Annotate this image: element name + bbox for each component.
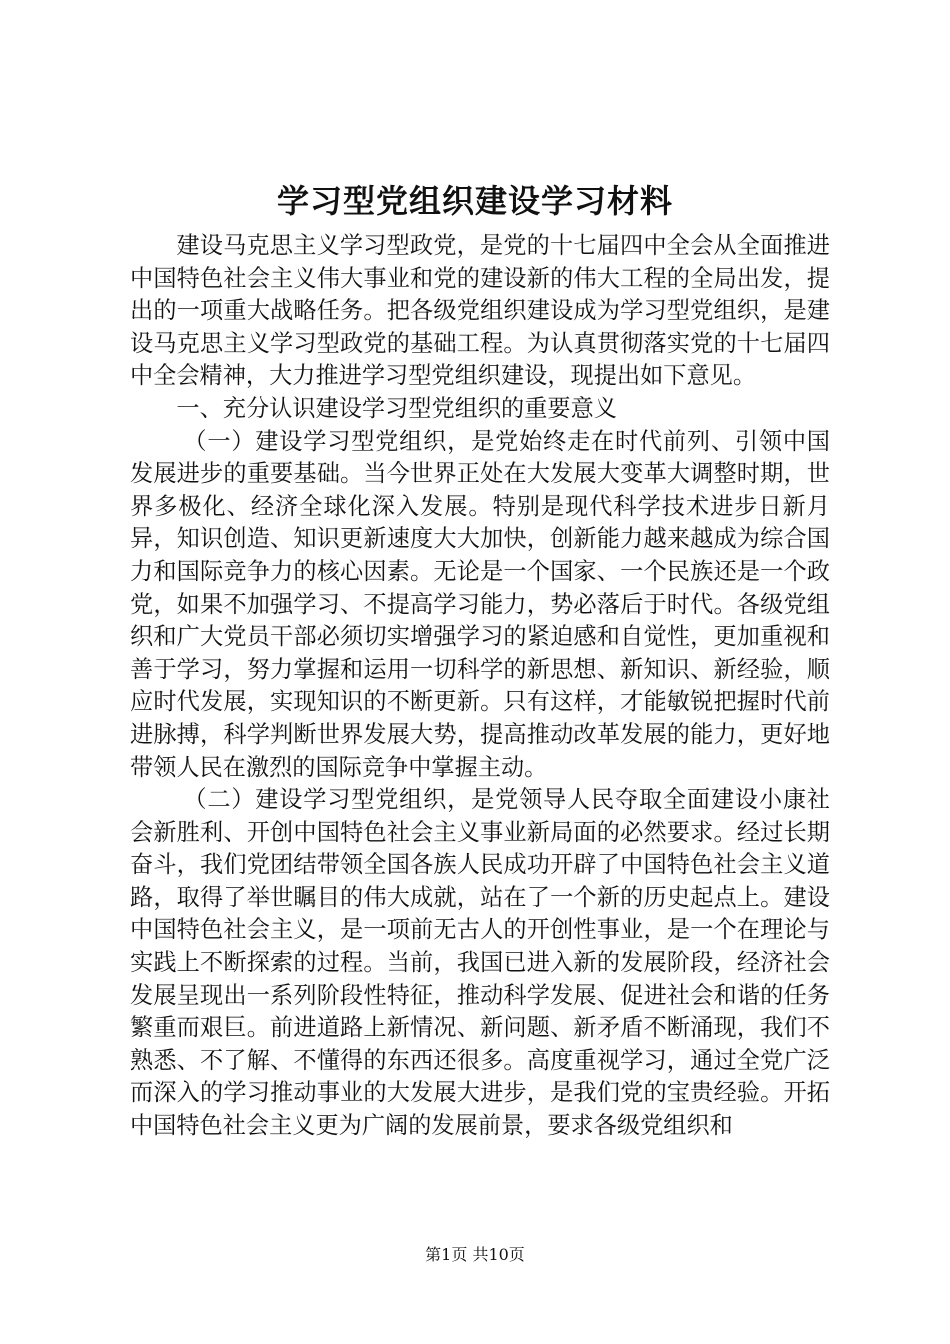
document-title: 学习型党组织建设学习材料: [276, 182, 673, 220]
document-body: [130, 230, 830, 1143]
paragraph-intro: 建设马克思主义学习型政党，是党的十七届四中全会从全面推进中国特色社会主义伟大事业和党的建设新的伟大工程的全局出发，提出的一项重大战略任务。把各级党组织建设成为学习型党组织，是建设马克思主义学习型政党的基础工程。为认真贯彻落实党的十七届四中全会精神，大力推进学习型党组织建设，现提出如下意见。: [130, 232, 830, 390]
paragraph-point-2: （二）建设学习型党组织，是党领导人民夺取全面建设小康社会新胜利、开创中国特色社会主义事业新局面的必然要求。经过长期奋斗，我们党团结带领全国各族人民成功开辟了中国特色社会主义道路，取得了举世瞩目的伟大成就，站在了一个新的历史起点上。建设中国特色社会主义，是一项前无古人的开创性事业，是一个在理论与实践上不断探索的过程。当前，我国已进入新的发展阶段，经济社会发展呈现出一系列阶段性特征，推动科学发展、促进社会和谐的任务繁重而艰巨。前进道路上新情况、新问题、新矛盾不断涌现，我们不熟悉、不了解、不懂得的东西还很多。高度重视学习，通过全党广泛而深入的学习推动事业的大发展大进步，是我们党的宝贵经验。开拓中国特色社会主义更为广阔的发展前景，要求各级党组织和: [130, 786, 830, 1140]
page-number-footer: 第1页 共10页: [425, 1245, 525, 1264]
section-heading: 一、充分认识建设学习型党组织的重要意义: [176, 394, 617, 422]
paragraph-point-1: （一）建设学习型党组织，是党始终走在时代前列、引领中国发展进步的重要基础。当今世界正处在大发展大变革大调整时期，世界多极化、经济全球化深入发展。特别是现代科学技术进步日新月异，知识创造、知识更新速度大大加快，创新能力越来越成为综合国力和国际竞争力的核心因素。无论是一个国家、一个民族还是一个政党，如果不加强学习、不提高学习能力，势必落后于时代。各级党组织和广大党员干部必须切实增强学习的紧迫感和自觉性，更加重视和善于学习，努力掌握和运用一切科学的新思想、新知识、新经验，顺应时代发展，实现知识的不断更新。只有这样，才能敏锐把握时代前进脉搏，科学判断世界发展大势，提高推动改革发展的能力，更好地带领人民在激烈的国际竞争中掌握主动。: [130, 427, 830, 781]
